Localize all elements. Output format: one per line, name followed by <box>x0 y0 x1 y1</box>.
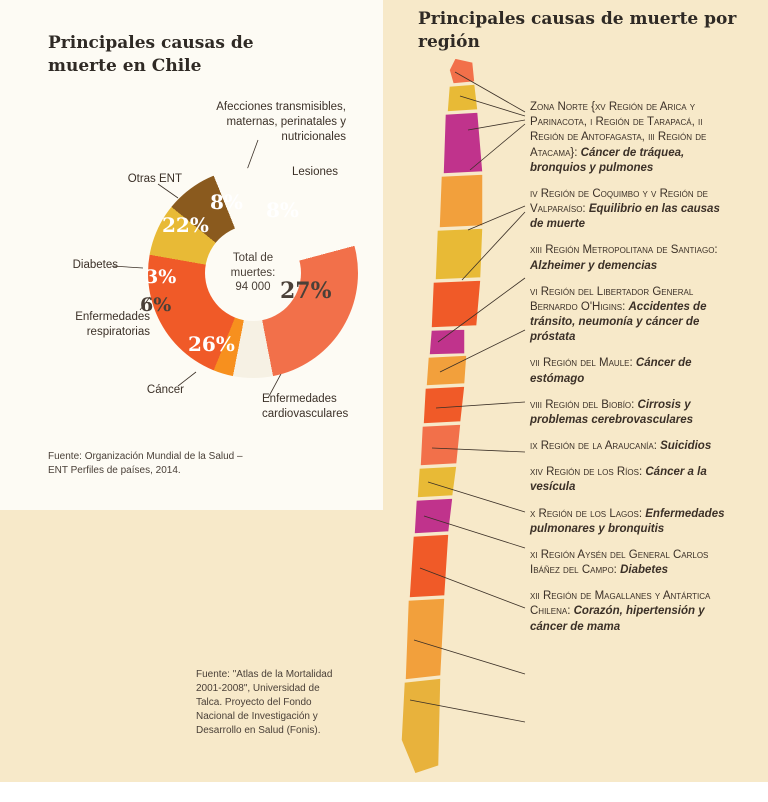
right-panel-title: Principales causas de muerte por región <box>418 9 737 52</box>
region-shape-araucania <box>417 466 457 498</box>
region-list-item <box>530 356 730 386</box>
region-name: xi Región Aysén del General Carlos Ibáñez del Campo: <box>530 548 709 577</box>
donut-center-total <box>205 225 301 321</box>
region-shape-rios <box>414 498 453 534</box>
region-shape-ohiggins <box>426 355 467 386</box>
region-shape-arica <box>449 58 475 84</box>
region-cause: Cáncer de tráquea, bronquios y pulmones <box>530 146 685 174</box>
region-shape-valparaiso <box>431 280 481 328</box>
region-list-item <box>530 100 730 176</box>
region-name: ix Región de la Araucanía: <box>530 440 657 453</box>
region-cause: Corazón, hipertensión y cáncer de mama <box>530 605 705 633</box>
region-list-item <box>530 507 730 537</box>
slice-value-lesiones: 8% <box>266 198 299 222</box>
region-cause: Cáncer de estómago <box>530 357 692 385</box>
total-label-line1: Total de <box>232 252 274 265</box>
callout-cancer: Cáncer <box>146 384 184 396</box>
region-name: viii Región del Biobío: <box>530 398 635 411</box>
region-name: xiii Región Metropolitana de Santiago: <box>530 244 718 257</box>
region-list-item <box>530 243 730 273</box>
callout-diabetes: Diabetes <box>72 259 118 271</box>
left-panel-title: Principales causas de muerte en Chile <box>48 33 254 76</box>
region-list-item <box>530 548 730 578</box>
region-name: xii Región de Magallanes y Antártica Chilena: <box>530 590 711 618</box>
left-source-note: Fuente: Organización Mundial de la Salud – ENT Perfiles de países, 2014. <box>48 451 243 476</box>
slice-value-afecciones: 8% <box>210 190 243 214</box>
region-name: Zona Norte {xv Región de Arica y Parinacota, i Región de Tarapacá, ii Región de Antofagasta, iii Región de Atacama}: <box>530 101 707 159</box>
chile-region-map <box>395 40 525 790</box>
region-shape-lagos <box>409 534 449 598</box>
callout-cardiovasculares: Enfermedades cardiovasculares <box>262 393 349 420</box>
footer-strip <box>0 782 768 802</box>
region-name: iv Región de Coquimbo y v Región de Valparaíso: <box>530 187 708 216</box>
region-shape-aysen <box>405 598 445 680</box>
region-list-item <box>530 187 730 233</box>
left-panel-bottom-fill <box>0 510 383 802</box>
slice-value-cancer: 26% <box>188 332 235 356</box>
total-value: 94 000 <box>235 281 271 294</box>
region-causes-list <box>530 100 730 646</box>
callout-lesiones: Lesiones <box>292 166 339 178</box>
region-shape-tarapaca <box>447 84 478 112</box>
region-cause: Suicidios <box>660 440 712 453</box>
region-list-item <box>530 589 730 635</box>
slice-value-cardiovasculares: 27% <box>280 278 332 304</box>
total-label-line2: muertes: <box>230 266 276 279</box>
region-list-item <box>530 465 730 495</box>
region-list-item <box>530 285 730 346</box>
deaths-donut-chart <box>140 168 358 378</box>
region-cause: Diabetes <box>620 564 669 577</box>
region-shape-biobio <box>420 424 461 466</box>
region-cause: Enfermedades pulmonares y bronquitis <box>530 507 725 535</box>
region-name: vi Región del Libertador General Bernardo O'Higins: <box>530 285 694 313</box>
region-name: vii Región del Maule: <box>530 357 633 370</box>
region-cause: Cáncer a la vesícula <box>530 466 707 494</box>
slice-value-respiratorias: 6% <box>140 294 172 316</box>
region-name: xiv Región de los Ríos: <box>530 466 643 479</box>
region-list-item <box>530 398 730 428</box>
slice-value-otras-ent: 22% <box>162 213 209 237</box>
region-cause: Alzheimer y demencias <box>530 259 658 272</box>
region-list-item <box>530 439 730 454</box>
region-cause: Equilibrio en las causas de muerte <box>530 203 720 231</box>
region-shape-atacama <box>439 174 483 228</box>
region-cause: Cirrosis y problemas cerebrovasculares <box>530 398 694 426</box>
region-shape-maule <box>423 386 465 424</box>
callout-otras-ent: Otras ENT <box>127 173 182 185</box>
slice-value-diabetes: 3% <box>145 266 177 288</box>
region-shape-metropolitana <box>429 329 465 355</box>
right-source-note: Fuente: "Atlas de la Mortalidad 2001-2008", Universidad de Talca. Proyecto del Fondo Nacional de Investigación y Desarrollo en Salud (Fonis). <box>196 669 333 736</box>
region-name: x Región de los Lagos: <box>530 507 643 520</box>
callout-respiratorias: Enfermedades respiratorias <box>75 311 150 338</box>
region-cause: Accidentes de tránsito, neumonía y cáncer de próstata <box>530 300 707 344</box>
region-shape-coquimbo <box>435 228 483 280</box>
region-shape-magallanes <box>401 678 441 774</box>
callout-afecciones: Afecciones transmisibles, maternas, perinatales y nutricionales <box>216 101 346 143</box>
region-shape-antofagasta <box>443 112 483 174</box>
